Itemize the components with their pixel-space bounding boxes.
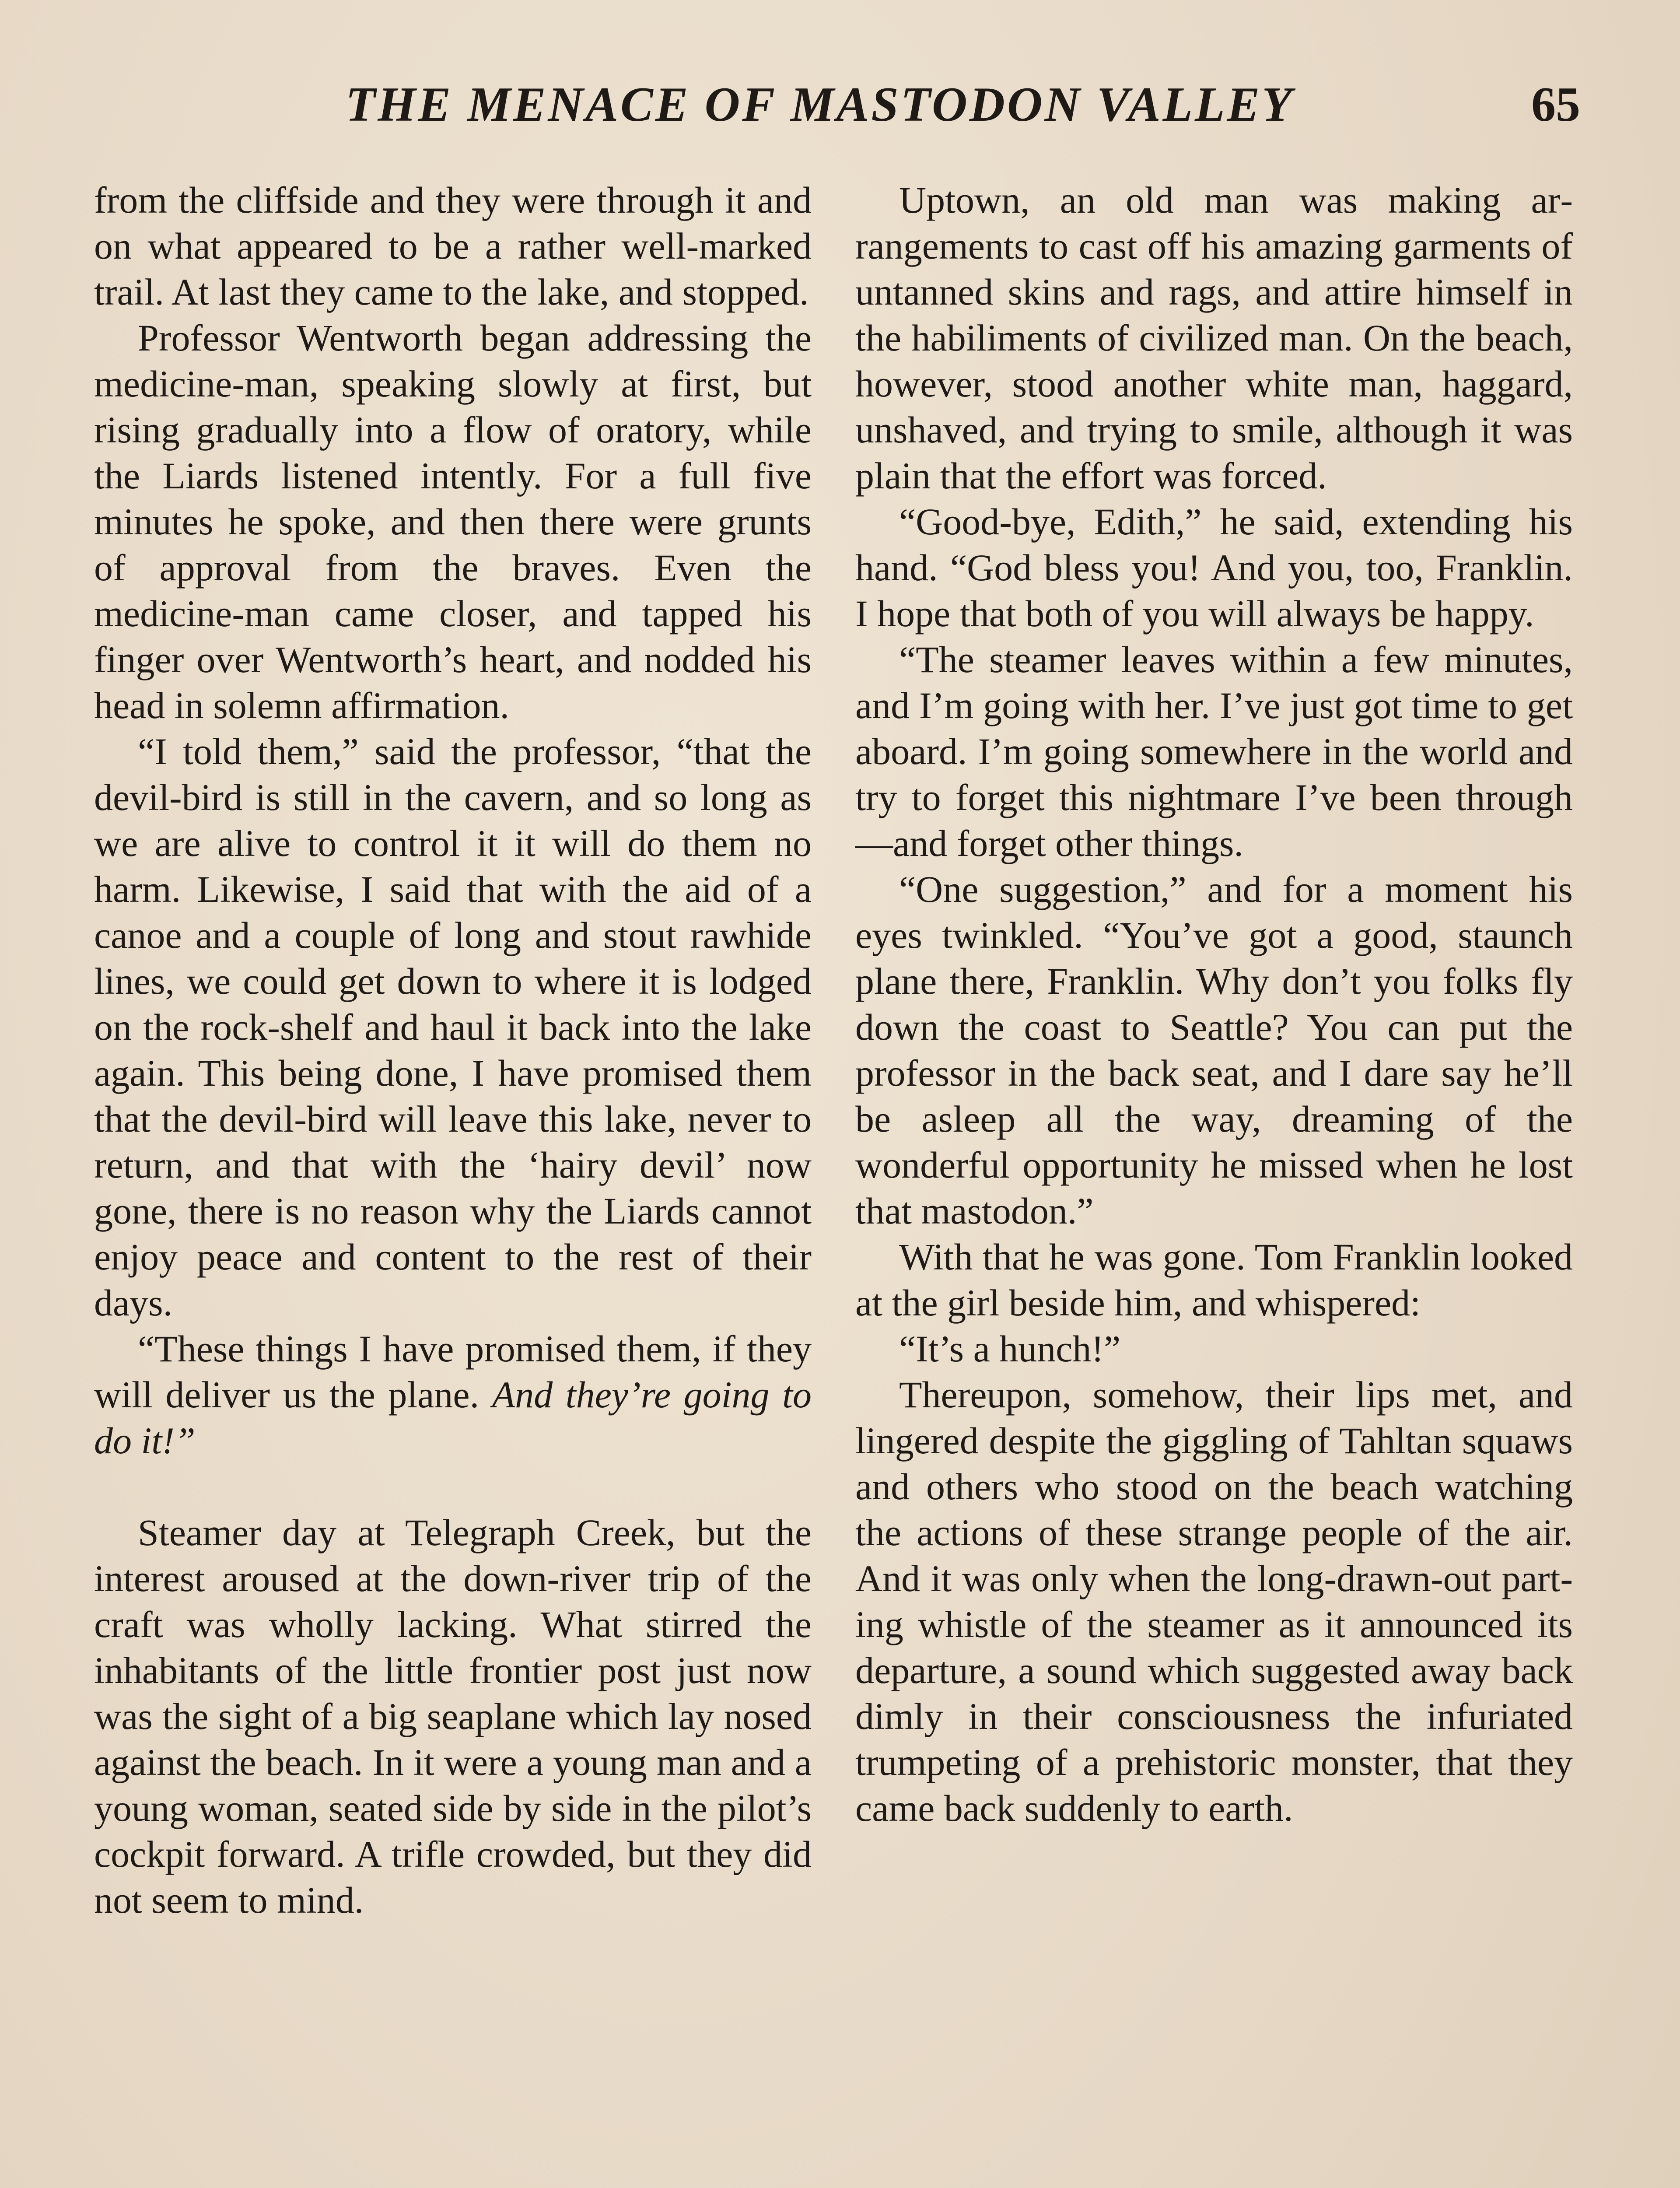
right-column [855, 177, 1573, 1831]
paragraph: Uptown, an old man was making arrangements to cast off his amazing garments of untanned skins and rags, and attire himself in the habiliments of civilized man. On the beach, however, stood another white man, haggard, unshaved, and trying to smile, although it was plain that the effort was forced. [855, 179, 1573, 497]
paragraph: “The steamer leaves within a few minutes, and I’m going with her. I’ve just got time to get aboard. I’m going somewhere in the world and try to forget this nightmare I’ve been through—and forget other things. [855, 638, 1573, 864]
paragraph [94, 1326, 812, 1464]
paragraph: “I told them,” said the professor, “that the devil-bird is still in the cavern, and so long as we are alive to control it it will do them no harm. Likewise, I said that with the aid of a canoe and a couple of long and stout rawhide lines, we could get down to where it is lodged on the rock-shelf and haul it back into the lake again. This being done, I have promised them that the devil-bird will leave this lake, never to return, and that with the ‘hairy devil’ now gone, there is no reason why the Liards cannot enjoy peace and content to the rest of their days. [94, 730, 812, 1324]
page-number: 65 [1531, 77, 1580, 132]
paragraph: Thereupon, somehow, their lips met, and lingered despite the giggling of Tahltan squaws and others who stood on the beach watching the actions of these strange people of the air. And it was only when the long-drawn-out parting whistle of the steamer as it announced its departure, a sound which suggested away back dimly in their consciousness the infuriated trumpeting of a prehistoric monster, that they came back suddenly to earth. [855, 1374, 1573, 1829]
paragraph: Professor Wentworth began addressing the medicine-man, speaking slowly at first, but rising gradually into a flow of oratory, while the Liards listened intently. For a full five minutes he spoke, and then there were grunts of approval from the braves. Even the medicine-man came closer, and tapped his finger over Wentworth’s heart, and nodded his head in solemn affirmation. [94, 317, 812, 726]
paragraph: “It’s a hunch!” [899, 1328, 1121, 1370]
paragraph: With that he was gone. Tom Franklin looked at the girl beside him, and whispered: [855, 1236, 1573, 1324]
italic-emphasis: And they’re going to do it!” [94, 1374, 812, 1462]
running-title: THE MENACE OF MASTODON VALLEY [346, 77, 1294, 132]
paragraph: from the cliffside and they were through it and on what appeared to be a rather well-marked trail. At last they came to the lake, and stopped. [94, 179, 812, 313]
left-column [94, 177, 812, 1923]
paragraph-text: “These things I have promised them, if they will deliver us the plane. [94, 1328, 812, 1416]
paragraph: “Good-bye, Edith,” he said, extending his hand. “God bless you! And you, too, Franklin. I hope that both of you will always be happy. [855, 501, 1573, 635]
page-header [0, 77, 1680, 142]
paragraph: “One suggestion,” and for a moment his eyes twinkled. “You’ve got a good, staunch plane there, Franklin. Why don’t you folks fly down the coast to Seattle? You can put the professor in the back seat, and I dare say he’ll be asleep all the way, dreaming of the wonderful opportunity he missed when he lost that mastodon.” [855, 868, 1573, 1232]
paragraph: Steamer day at Telegraph Creek, but the interest aroused at the down-river trip of the craft was wholly lacking. What stirred the inhabitants of the little frontier post just now was the sight of a big seaplane which lay nosed against the beach. In it were a young man and a young woman, seated side by side in the pilot’s cockpit forward. A trifle crowded, but they did not seem to mind. [94, 1511, 812, 1921]
